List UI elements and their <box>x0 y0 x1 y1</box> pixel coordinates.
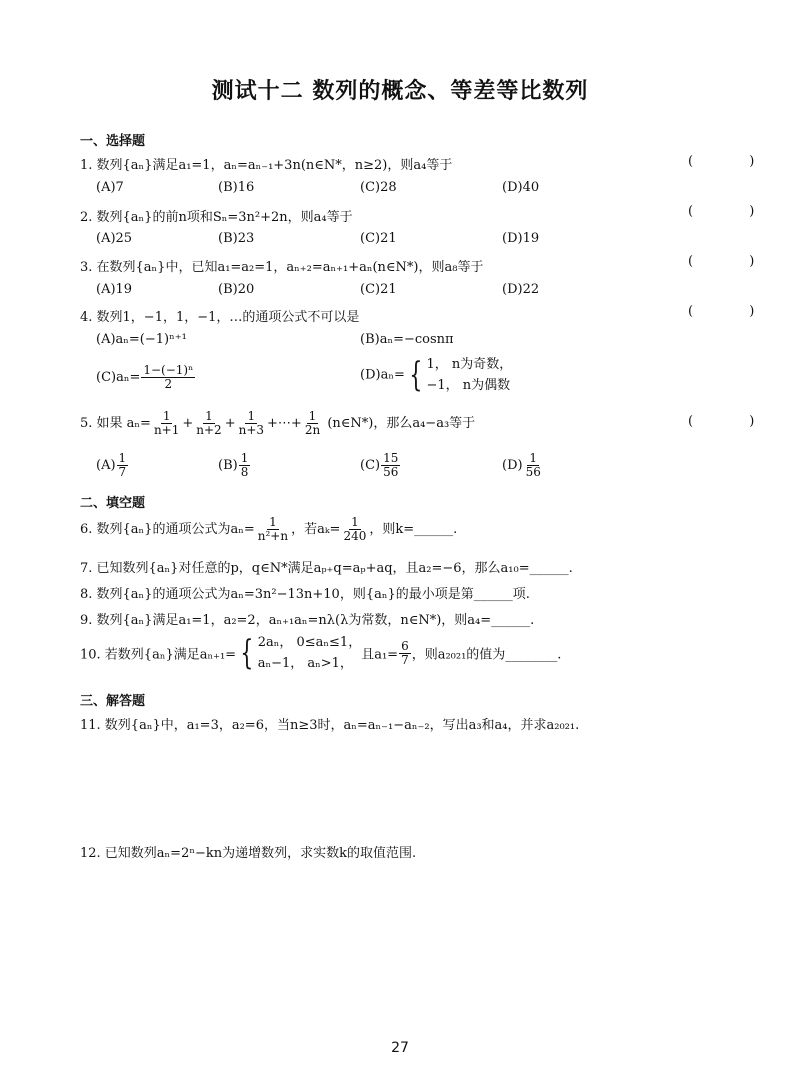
q10-prefix: 10. 若数列{aₙ}满足aₙ₊₁= <box>80 647 237 663</box>
question-8: 8. 数列{aₙ}的通项公式为aₙ=3n²−13n+10，则{aₙ}的最小项是第______项. <box>80 587 530 602</box>
question-2: 2. 数列{aₙ}的前n项和Sₙ=3n²+2n，则a₄等于 <box>80 210 353 225</box>
question-7: 7. 已知数列{aₙ}对任意的p，q∈N*满足aₚ₊q=aₚ+aq，且a₂=−6，那么a₁₀=______. <box>80 561 573 576</box>
q2-option-d: (D)19 <box>502 231 540 246</box>
q4-option-c <box>96 364 196 391</box>
q5-frac-1-den: n+1 <box>153 423 180 437</box>
q1-option-b: (B)16 <box>218 180 255 195</box>
q4-d-brace: { <box>409 355 423 395</box>
q4-c-prefix: (C)aₙ= <box>96 370 141 385</box>
q1-option-c: (C)28 <box>360 180 397 195</box>
q5-a-fraction <box>117 452 129 479</box>
q10-case-2: aₙ−1， aₙ>1， <box>257 656 353 671</box>
page-title: 测试十二 数列的概念、等差等比数列 <box>211 79 589 104</box>
q5-frac-2-num: 1 <box>205 409 213 423</box>
q4-c-fraction <box>141 364 195 391</box>
q5-frac-1-num: 1 <box>162 409 171 423</box>
q4-d-cases <box>426 354 512 396</box>
answer-paren-5: ( ) <box>688 414 781 429</box>
answer-paren-2: ( ) <box>688 204 781 219</box>
q5-b-num: 1 <box>240 451 249 465</box>
section-answer: 三、解答题 <box>80 694 146 709</box>
q2-option-c: (C)21 <box>360 231 397 246</box>
q6-frac-1-num: 1 <box>269 515 277 529</box>
q5-b-fraction <box>239 452 251 479</box>
page-number: 27 <box>391 1040 409 1056</box>
q1-option-a: (A)7 <box>96 180 124 195</box>
q5-option-c <box>360 452 401 479</box>
q10-frac-num: 6 <box>401 638 409 653</box>
question-3: 3. 在数列{aₙ}中，已知a₁=a₂=1，aₙ₊₂=aₙ₊₁+aₙ(n∈N*)，则a₈等于 <box>80 260 484 275</box>
question-1: 1. 数列{aₙ}满足a₁=1，aₙ=aₙ₋₁+3n(n∈N*，n≥2)，则a₄等于 <box>80 158 453 173</box>
question-9: 9. 数列{aₙ}满足a₁=1，a₂=2，aₙ₊₁aₙ=nλ(λ为常数，n∈N*)，则a₄=______. <box>80 613 535 628</box>
answer-paren-3: ( ) <box>688 254 781 269</box>
q5-d-label: (D) <box>502 458 523 473</box>
q5-b-label: (B) <box>218 458 238 473</box>
question-11: 11. 数列{aₙ}中，a₁=3，a₂=6，当n≥3时，aₙ=aₙ₋₁−aₙ₋₂，写出a₃和a₄，并求a₂₀₂₁. <box>80 718 580 733</box>
q3-option-c: (C)21 <box>360 282 397 297</box>
q3-option-b: (B)20 <box>218 282 255 297</box>
q6-suffix: ，则k=______. <box>369 522 458 537</box>
q10-mid: 且a₁= <box>361 647 399 663</box>
q5-suffix: (n∈N*)，那么a₄−a₃等于 <box>323 416 476 431</box>
section-fill: 二、填空题 <box>80 496 146 511</box>
answer-paren-4: ( ) <box>688 304 781 319</box>
question-4: 4. 数列1，−1，1，−1，…的通项公式不可以是 <box>80 310 360 325</box>
question-10 <box>80 632 561 674</box>
q4-option-a: (A)aₙ=(−1)ⁿ⁺¹ <box>96 332 187 347</box>
q3-option-a: (A)19 <box>96 282 133 297</box>
q4-d-prefix: (D)aₙ= <box>360 367 405 383</box>
q5-c-label: (C) <box>360 458 381 473</box>
q5-a-label: (A) <box>96 458 116 473</box>
q4-c-numerator: 1−(−1)ⁿ <box>143 363 194 377</box>
q5-mid: +⋯+ <box>267 416 302 431</box>
q6-frac-1 <box>256 516 290 543</box>
q5-d-den: 56 <box>525 465 541 479</box>
q2-option-b: (B)23 <box>218 231 255 246</box>
section-choice: 一、选择题 <box>80 134 146 149</box>
q6-frac-1-den: n²+n <box>257 529 289 543</box>
q5-prefix: 5. 如果 aₙ= <box>80 416 151 431</box>
q4-c-denominator: 2 <box>164 377 173 391</box>
q4-d-case-2: −1， n为偶数 <box>426 378 511 393</box>
q5-c-fraction <box>381 452 400 479</box>
q10-brace: { <box>240 633 254 673</box>
q6-mid: ，若aₖ= <box>291 522 341 537</box>
q5-option-b <box>218 452 251 479</box>
q10-suffix: ，则a₂₀₂₁的值为________. <box>411 647 562 663</box>
q5-c-num: 15 <box>383 451 399 465</box>
q6-frac-2 <box>341 516 368 543</box>
q6-frac-2-num: 1 <box>351 515 359 529</box>
question-12: 12. 已知数列aₙ=2ⁿ−kn为递增数列，求实数k的取值范围. <box>80 846 417 861</box>
q5-a-den: 7 <box>118 465 127 479</box>
q5-frac-3 <box>237 410 266 437</box>
q5-frac-1 <box>152 410 181 437</box>
q6-prefix: 6. 数列{aₙ}的通项公式为aₙ= <box>80 522 255 537</box>
q6-frac-2-den: 240 <box>343 529 367 543</box>
q10-frac-den: 7 <box>401 652 409 667</box>
q4-d-case-1: 1， n为奇数， <box>426 357 513 372</box>
q10-case-1: 2aₙ， 0≤aₙ≤1， <box>257 635 362 650</box>
q4-option-d <box>360 354 512 396</box>
q5-frac-2 <box>194 410 223 437</box>
q5-frac-2-den: n+2 <box>196 423 222 437</box>
q10-fraction <box>399 640 411 667</box>
q5-option-a <box>96 452 129 479</box>
question-5: 5. 如果 aₙ= $\frac{1}{n+1}$ + $\frac{1}{n+2}$ + $\frac{1}{n+3}$ +⋯+ $\frac{1}{2n}$ (n∈N*)，那么a₄−a₃等于 <box>80 409 476 437</box>
q1-option-d: (D)40 <box>502 180 540 195</box>
q5-a-num: 1 <box>118 451 127 465</box>
q5-d-fraction <box>524 452 543 479</box>
q5-option-d <box>502 452 544 479</box>
q5-frac-4-num: 1 <box>308 409 317 423</box>
q5-frac-4-den: 2n <box>304 423 321 437</box>
q5-frac-3-den: n+3 <box>238 423 265 437</box>
q2-option-a: (A)25 <box>96 231 133 246</box>
q5-b-den: 8 <box>240 465 249 479</box>
answer-paren-1: ( ) <box>688 154 781 169</box>
q5-c-den: 56 <box>383 465 399 479</box>
q5-frac-4 <box>303 410 322 437</box>
q3-option-d: (D)22 <box>502 282 540 297</box>
q5-d-num: 1 <box>529 451 538 465</box>
q4-option-b: (B)aₙ=−cosnπ <box>360 332 454 347</box>
question-6 <box>80 516 457 543</box>
q10-cases <box>258 632 361 674</box>
q5-frac-3-num: 1 <box>247 409 256 423</box>
